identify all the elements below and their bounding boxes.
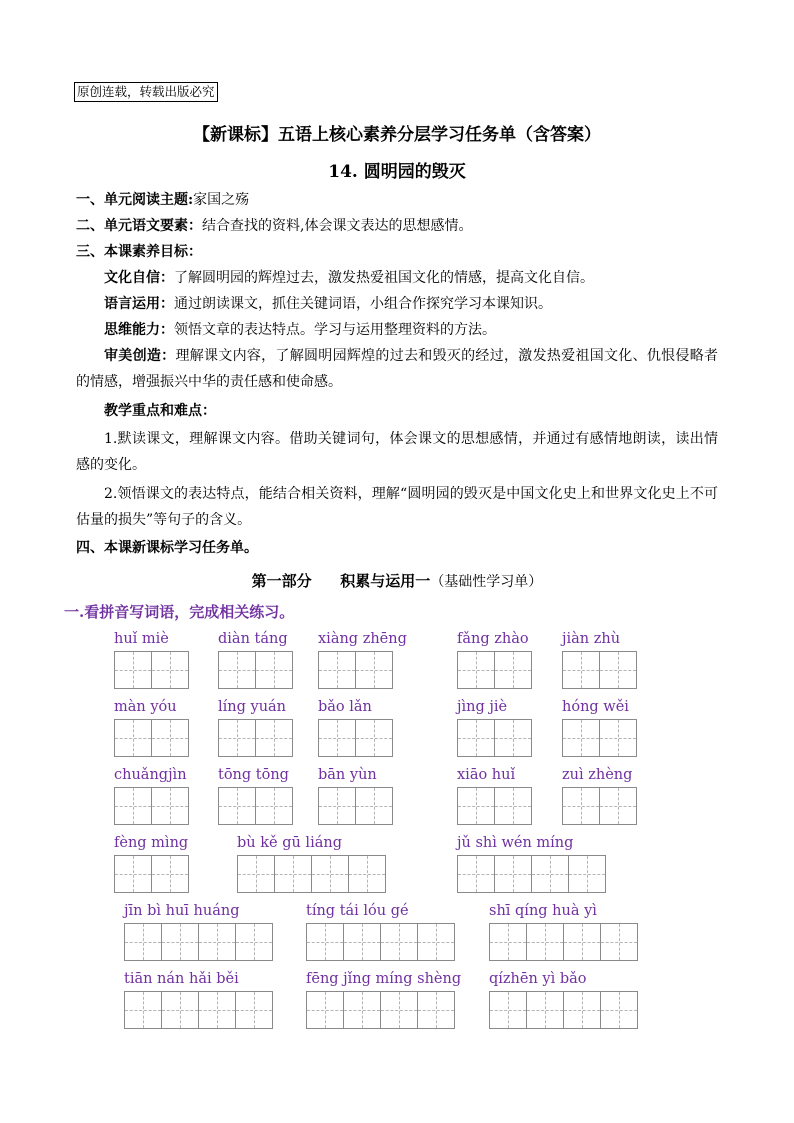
character-box[interactable] [161, 923, 199, 961]
character-box[interactable] [124, 923, 162, 961]
unit-theme-label: 一、单元阅读主题: [76, 192, 194, 208]
unit-theme [76, 190, 249, 210]
goal-label: 思维能力： [104, 322, 174, 338]
goal-culture [76, 265, 718, 291]
goal-aesthetic [76, 343, 718, 395]
character-box[interactable] [563, 991, 601, 1029]
goal-text: 理解课文内容，了解圆明园辉煌的过去和毁灭的经过，激发热爱祖国文化、仇恨侵略者的情感，增强振兴中华的责任感和使命感。 [76, 348, 719, 390]
character-writing-boxes[interactable] [457, 855, 606, 893]
character-box[interactable] [457, 719, 495, 757]
document-title: 【新课标】五语上核心素养分层学习任务单（含答案） [193, 125, 601, 145]
character-box[interactable] [114, 651, 152, 689]
character-box[interactable] [380, 923, 418, 961]
character-box[interactable] [599, 787, 637, 825]
character-writing-boxes[interactable] [124, 991, 273, 1029]
part1-heading [0, 570, 794, 591]
character-box[interactable] [355, 651, 393, 689]
section4-heading: 四、本课新课标学习任务单。 [76, 540, 258, 556]
character-box[interactable] [457, 651, 495, 689]
pinyin-label: fēng jǐng míng shèng [306, 971, 462, 987]
character-writing-boxes[interactable] [114, 651, 189, 689]
character-box[interactable] [255, 787, 293, 825]
character-writing-boxes[interactable] [237, 855, 386, 893]
pinyin-label: bǎo lǎn [318, 699, 372, 715]
part1-sub: （基础性学习单） [430, 574, 543, 590]
pinyin-label: fèng mìng [114, 835, 189, 851]
pinyin-label: hóng wěi [562, 699, 629, 715]
character-box[interactable] [318, 719, 356, 757]
character-writing-boxes[interactable] [489, 923, 638, 961]
character-box[interactable] [255, 719, 293, 757]
character-box[interactable] [343, 991, 381, 1029]
character-box[interactable] [562, 651, 600, 689]
pinyin-label: jīn bì huī huáng [124, 903, 240, 919]
character-box[interactable] [355, 719, 393, 757]
character-box[interactable] [355, 787, 393, 825]
character-writing-boxes[interactable] [218, 651, 293, 689]
character-box[interactable] [348, 855, 386, 893]
character-box[interactable] [600, 991, 638, 1029]
character-box[interactable] [526, 923, 564, 961]
exercise-1-heading: 一.看拼音写词语，完成相关练习。 [64, 603, 295, 621]
character-writing-boxes[interactable] [457, 651, 532, 689]
character-box[interactable] [311, 855, 349, 893]
character-writing-boxes[interactable] [114, 787, 189, 825]
character-writing-boxes[interactable] [562, 787, 637, 825]
goal-text: 领悟文章的表达特点。学习与运用整理资料的方法。 [174, 322, 496, 338]
pinyin-label: xiāo huǐ [457, 767, 516, 783]
character-writing-boxes[interactable] [562, 651, 637, 689]
character-box[interactable] [494, 651, 532, 689]
character-writing-boxes[interactable] [124, 923, 273, 961]
copyright-notice: 原创连载，转载出版必究 [74, 82, 218, 102]
character-box[interactable] [599, 719, 637, 757]
character-box[interactable] [457, 787, 495, 825]
goal-label: 语言运用： [104, 296, 174, 312]
character-writing-boxes[interactable] [318, 719, 393, 757]
pinyin-label: chuǎngjìn [114, 767, 187, 783]
key-point-2: 2.领悟课文的表达特点，能结合相关资料，理解“圆明园的毁灭是中国文化史上和世界文化史上不可估量的损失”等句子的含义。 [76, 486, 718, 528]
character-writing-boxes[interactable] [306, 923, 455, 961]
character-box[interactable] [274, 855, 312, 893]
pinyin-label: màn yóu [114, 699, 177, 715]
character-box[interactable] [563, 923, 601, 961]
key-points-heading: 教学重点和难点： [104, 403, 216, 419]
pinyin-label: tíng tái lóu gé [306, 903, 409, 919]
character-box[interactable] [151, 719, 189, 757]
pinyin-label: qízhēn yì bǎo [489, 971, 587, 987]
pinyin-label: shī qíng huà yì [489, 903, 597, 919]
character-box[interactable] [198, 923, 236, 961]
goal-thinking [76, 317, 718, 343]
character-box[interactable] [198, 991, 236, 1029]
pinyin-label: diàn táng [218, 631, 288, 647]
pinyin-label: bù kě gū liáng [237, 835, 342, 851]
character-box[interactable] [218, 787, 256, 825]
pinyin-label: jǔ shì wén míng [457, 835, 574, 851]
character-box[interactable] [318, 651, 356, 689]
lesson-title: 14. 圆明园的毁灭 [328, 162, 466, 182]
pinyin-label: tiān nán hǎi běi [124, 971, 239, 987]
character-box[interactable] [494, 787, 532, 825]
character-box[interactable] [114, 719, 152, 757]
character-box[interactable] [235, 923, 273, 961]
character-writing-boxes[interactable] [457, 787, 532, 825]
character-box[interactable] [306, 923, 344, 961]
pinyin-label: fǎng zhào [457, 631, 529, 647]
unit-element [76, 216, 472, 236]
character-box[interactable] [124, 991, 162, 1029]
goal-label: 审美创造： [104, 348, 176, 364]
pinyin-label: líng yuán [218, 699, 287, 715]
character-box[interactable] [494, 719, 532, 757]
character-box[interactable] [568, 855, 606, 893]
pinyin-label: tōng tōng [218, 767, 289, 783]
character-box[interactable] [343, 923, 381, 961]
goal-text: 通过朗读课文，抓住关键词语，小组合作探究学习本课知识。 [174, 296, 552, 312]
character-box[interactable] [600, 923, 638, 961]
character-box[interactable] [218, 651, 256, 689]
character-box[interactable] [562, 787, 600, 825]
character-box[interactable] [599, 651, 637, 689]
character-box[interactable] [417, 991, 455, 1029]
character-writing-boxes[interactable] [218, 787, 293, 825]
unit-theme-value: 家国之殇 [193, 192, 250, 208]
character-box[interactable] [151, 651, 189, 689]
character-box[interactable] [114, 787, 152, 825]
character-box[interactable] [526, 991, 564, 1029]
character-box[interactable] [531, 855, 569, 893]
character-writing-boxes[interactable] [218, 719, 293, 757]
part1-title: 第一部分 [251, 572, 312, 590]
character-box[interactable] [255, 651, 293, 689]
pinyin-label: bān yùn [318, 767, 377, 783]
character-box[interactable] [237, 855, 275, 893]
pinyin-label: huǐ miè [114, 631, 169, 647]
character-writing-boxes[interactable] [114, 855, 189, 893]
goal-text: 了解圆明园的辉煌过去，激发热爱祖国文化的情感，提高文化自信。 [174, 270, 594, 286]
character-writing-boxes[interactable] [318, 651, 393, 689]
goals-heading: 三、本课素养目标： [76, 244, 202, 260]
character-box[interactable] [306, 991, 344, 1029]
character-writing-boxes[interactable] [306, 991, 455, 1029]
part1-name: 积累与运用一 [340, 572, 431, 590]
character-box[interactable] [161, 991, 199, 1029]
pinyin-label: jiàn zhù [562, 631, 621, 647]
character-box[interactable] [494, 855, 532, 893]
character-box[interactable] [489, 923, 527, 961]
character-writing-boxes[interactable] [114, 719, 189, 757]
character-box[interactable] [114, 855, 152, 893]
unit-element-value: 结合查找的资料,体会课文表达的思想感情。 [202, 218, 473, 234]
key-point-1: 1.默读课文，理解课文内容。借助关键词句，体会课文的思想感情，并通过有感情地朗读，读出情感的变化。 [76, 431, 718, 473]
character-box[interactable] [151, 855, 189, 893]
goal-label: 文化自信： [104, 270, 174, 286]
goal-language [76, 291, 718, 317]
pinyin-label: jìng jiè [457, 699, 508, 715]
pinyin-label: xiàng zhēng [318, 631, 407, 647]
character-box[interactable] [489, 991, 527, 1029]
character-box[interactable] [380, 991, 418, 1029]
character-box[interactable] [417, 923, 455, 961]
character-box[interactable] [457, 855, 495, 893]
pinyin-label: zuì zhèng [562, 767, 633, 783]
character-box[interactable] [318, 787, 356, 825]
character-box[interactable] [235, 991, 273, 1029]
character-writing-boxes[interactable] [562, 719, 637, 757]
character-writing-boxes[interactable] [457, 719, 532, 757]
unit-element-label: 二、单元语文要素： [76, 218, 202, 234]
character-box[interactable] [562, 719, 600, 757]
character-box[interactable] [151, 787, 189, 825]
character-writing-boxes[interactable] [489, 991, 638, 1029]
character-box[interactable] [218, 719, 256, 757]
character-writing-boxes[interactable] [318, 787, 393, 825]
